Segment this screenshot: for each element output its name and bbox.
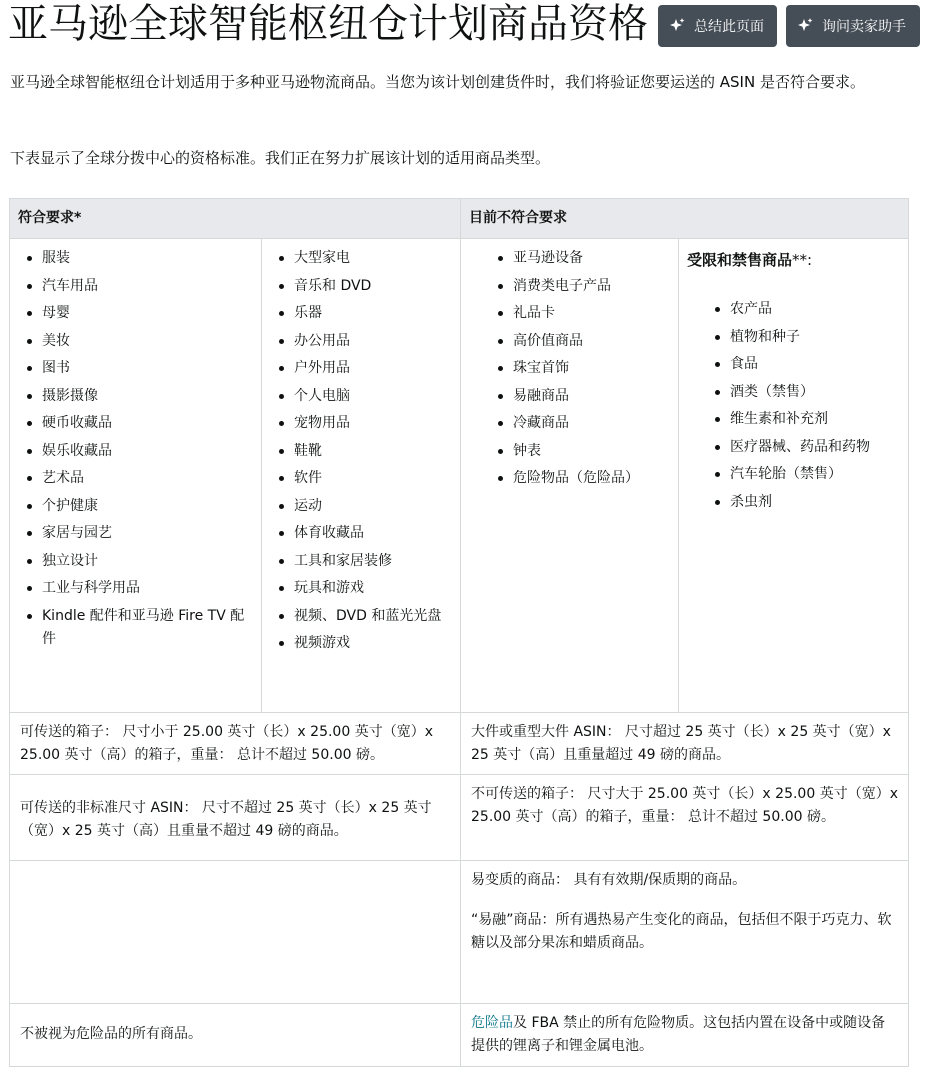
list-item: 工业与科学用品 [42, 577, 251, 600]
list-item: 维生素和补充剂 [730, 408, 898, 431]
oversize-asin-cell: 大件或重型大件 ASIN： 尺寸超过 25 英寸（长）x 25 英寸（宽）x 25 英寸（高）且重量超过 49 磅的商品。 [471, 724, 891, 763]
intro-paragraph: 亚马逊全球智能枢纽仓计划适用于多种亚马逊物流商品。当您为该计划创建货件时，我们将验证您要运送的 ASIN 是否符合要求。 [10, 73, 865, 91]
list-item: 冷藏商品 [513, 412, 668, 435]
list-item: 美妆 [42, 330, 251, 353]
perishable-text: 易变质的商品： 具有有效期/保质期的商品。 [471, 872, 747, 888]
list-item: 汽车轮胎（禁售） [730, 463, 898, 486]
meltable-text: “易融”商品：所有遇热易产生变化的商品，包括但不限于巧克力、软糖以及部分果冻和蜡质商品。 [471, 912, 892, 951]
list-item: 音乐和 DVD [294, 275, 450, 298]
list-item: 视频游戏 [294, 632, 450, 655]
list-item: 医疗器械、药品和药物 [730, 436, 898, 459]
table-description: 下表显示了全球分拨中心的资格标准。我们正在努力扩展该计划的适用商品类型。 [10, 149, 551, 167]
list-item: 消费类电子产品 [513, 275, 668, 298]
list-item: 钟表 [513, 440, 668, 463]
non-conveyable-box-cell: 不可传送的箱子： 尺寸大于 25.00 英寸（长）x 25.00 英寸（宽）x 25.00 英寸（高）的箱子，重量： 总计不超过 50.00 磅。 [471, 786, 898, 825]
list-item: 办公用品 [294, 330, 450, 353]
ineligible-list [461, 239, 678, 490]
list-item: 危险物品（危险品） [513, 467, 668, 490]
hazmat-text: 及 FBA 禁止的所有危险物质。这包括内置在设备中或随设备提供的锂离子和锂金属电池。 [471, 1015, 886, 1054]
list-item: 汽车用品 [42, 275, 251, 298]
table-header-row [10, 199, 908, 238]
list-item: 艺术品 [42, 467, 251, 490]
list-item: 母婴 [42, 302, 251, 325]
restricted-title-text: 受限和禁售商品 [687, 251, 793, 269]
list-item: 亚马逊设备 [513, 247, 668, 270]
list-item: 个护健康 [42, 495, 251, 518]
restricted-title [679, 239, 908, 272]
eligible-column-2 [262, 239, 461, 712]
perishable-cell [461, 861, 908, 1003]
list-item: 工具和家居装修 [294, 550, 450, 573]
sparkle-icon [668, 17, 686, 35]
list-item: 大型家电 [294, 247, 450, 270]
restricted-list [679, 298, 908, 514]
header-ineligible: 目前不符合要求 [469, 210, 567, 226]
list-item: 运动 [294, 495, 450, 518]
list-item: 个人电脑 [294, 385, 450, 408]
eligible-list-2 [262, 239, 460, 655]
table-row-nonstandard [10, 774, 908, 860]
sparkle-icon [796, 17, 814, 35]
list-item: 软件 [294, 467, 450, 490]
list-item: 户外用品 [294, 357, 450, 380]
list-item: 高价值商品 [513, 330, 668, 353]
empty-cell [10, 861, 461, 1003]
restricted-title-stars: **: [792, 251, 813, 269]
list-item: 玩具和游戏 [294, 577, 450, 600]
list-item: 植物和种子 [730, 326, 898, 349]
page-title: 亚马逊全球智能枢纽仓计划商品资格 [8, 1, 648, 47]
hazmat-link[interactable]: 危险品 [471, 1015, 513, 1031]
table-row-boxes [10, 712, 908, 774]
header [0, 0, 927, 60]
eligible-list-1 [10, 239, 261, 651]
list-item: 易融商品 [513, 385, 668, 408]
ask-seller-assistant-label: 询问卖家助手 [822, 19, 906, 35]
list-item: 鞋靴 [294, 440, 450, 463]
category-lists-row [10, 238, 908, 712]
list-item: 摄影摄像 [42, 385, 251, 408]
eligibility-table [9, 198, 909, 1067]
summarize-page-button[interactable] [658, 5, 777, 47]
list-item: 独立设计 [42, 550, 251, 573]
list-item: 乐器 [294, 302, 450, 325]
list-item: 图书 [42, 357, 251, 380]
list-item: Kindle 配件和亚马逊 Fire TV 配件 [42, 605, 251, 651]
table-row-hazmat [10, 1003, 908, 1066]
list-item: 珠宝首饰 [513, 357, 668, 380]
list-item: 礼品卡 [513, 302, 668, 325]
hazmat-cell [461, 1004, 908, 1066]
header-eligible: 符合要求* [10, 199, 461, 238]
eligible-column-1 [10, 239, 262, 712]
list-item: 酒类（禁售） [730, 381, 898, 404]
list-item: 食品 [730, 353, 898, 376]
list-item: 体育收藏品 [294, 522, 450, 545]
list-item: 杀虫剂 [730, 491, 898, 514]
table-row-perishable [10, 860, 908, 1003]
list-item: 家居与园艺 [42, 522, 251, 545]
conveyable-box-cell: 可传送的箱子： 尺寸小于 25.00 英寸（长）x 25.00 英寸（宽）x 25.00 英寸（高）的箱子，重量： 总计不超过 50.00 磅。 [10, 713, 461, 774]
ineligible-column [461, 239, 679, 712]
non-hazmat-cell: 不被视为危险品的所有商品。 [10, 1004, 461, 1066]
list-item: 宠物用品 [294, 412, 450, 435]
list-item: 农产品 [730, 298, 898, 321]
summarize-page-label: 总结此页面 [694, 19, 764, 35]
list-item: 硬币收藏品 [42, 412, 251, 435]
conveyable-nonstandard-cell: 可传送的非标准尺寸 ASIN： 尺寸不超过 25 英寸（长）x 25 英寸（宽）x 25 英寸（高）且重量不超过 49 磅的商品。 [10, 775, 461, 860]
ask-seller-assistant-button[interactable] [786, 5, 920, 47]
list-item: 视频、DVD 和蓝光光盘 [294, 605, 450, 628]
restricted-column [679, 239, 908, 712]
list-item: 服装 [42, 247, 251, 270]
list-item: 娱乐收藏品 [42, 440, 251, 463]
